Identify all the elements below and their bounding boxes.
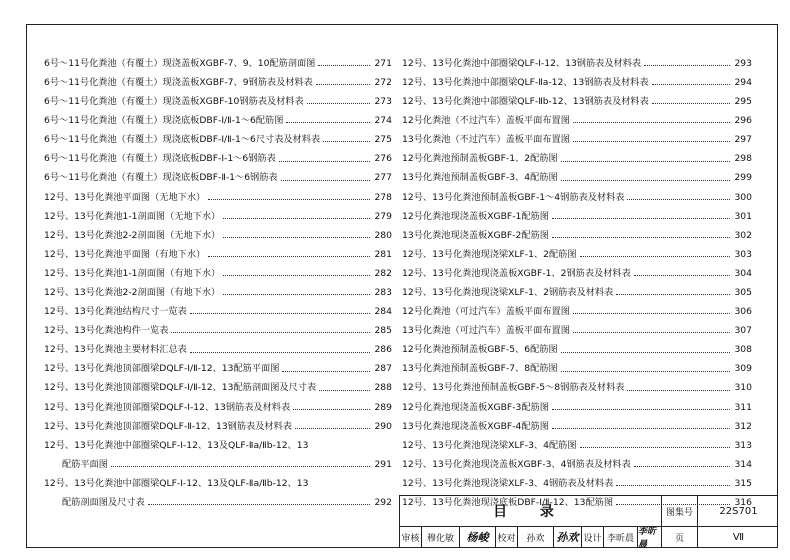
toc-leader-dots	[644, 65, 730, 66]
toc-entry	[402, 106, 752, 125]
toc-entry	[44, 431, 392, 450]
toc-entry-page: 283	[374, 287, 392, 298]
toc-entry-title: 12号、13号化粪池中部圈梁QLF-Ⅱa-12、13钢筋表及材料表	[402, 76, 649, 88]
toc-leader-dots	[616, 485, 730, 486]
toc-entry-title: 12号、13号化粪池2-2剖面图（无地下水）	[44, 229, 221, 240]
atlas-number-label: 图集号	[662, 496, 698, 526]
toc-entry-page: 299	[734, 172, 752, 183]
toc-entry-title: 12号、13号化粪池中部圈梁QLF-Ⅰ-12、13及QLF-Ⅱa/Ⅱb-12、13	[44, 439, 309, 450]
toc-leader-dots	[286, 122, 370, 123]
toc-leader-dots	[552, 237, 730, 238]
toc-leader-dots	[616, 294, 730, 295]
toc-entry	[44, 202, 392, 221]
toc-entry	[402, 374, 752, 393]
toc-entry	[402, 297, 752, 316]
toc-entry-title: 12号化粪池预制盖板GBF-5、6配筋图	[402, 344, 558, 355]
title-block-bottom-row	[400, 526, 778, 548]
toc-entry	[44, 469, 392, 488]
toc-leader-dots	[148, 504, 370, 505]
toc-leader-dots	[316, 84, 370, 85]
toc-entry	[402, 68, 752, 87]
toc-leader-dots	[190, 352, 370, 353]
toc-entry-title: 6号～11号化粪池（有覆土）现浇盖板XGBF-7、9、10配筋剖面图	[44, 57, 316, 69]
toc-entry-title: 12号化粪池（不过汽车）盖板平面布置图	[402, 115, 570, 126]
toc-entry	[402, 87, 752, 106]
page-title: 目 录	[400, 496, 662, 526]
toc-leader-dots	[208, 199, 370, 200]
toc-entry-title: 12号、13号化粪池1-1剖面图（有地下水）	[44, 267, 221, 279]
toc-leader-dots	[573, 313, 730, 314]
toc-entry-page: 272	[374, 76, 392, 88]
toc-entry-page: 284	[374, 306, 392, 317]
toc-entry-page: 276	[374, 153, 392, 164]
toc-entry	[402, 125, 752, 144]
toc-entry-page: 308	[734, 344, 752, 355]
toc-entry-page: 313	[734, 439, 752, 450]
toc-entry-title: 12号、13号化粪池顶部圈梁DQLF-Ⅱ-12、13钢筋表及材料表	[44, 420, 292, 431]
toc-entry-title: 12号、13号化粪池现浇梁XLF-3、4配筋图	[402, 439, 577, 450]
toc-entry	[44, 49, 392, 68]
toc-entry-page: 279	[374, 210, 392, 221]
toc-entry	[44, 87, 392, 106]
toc-entry-title: 12号化粪池预制盖板GBF-1、2配筋图	[402, 153, 558, 164]
review-label: 审核	[400, 526, 422, 548]
toc-entry-title: 12号化粪池现浇盖板XGBF-3配筋图	[402, 401, 549, 412]
toc-entry-page: 301	[734, 210, 752, 221]
toc-entry-title: 12号、13号化粪池现浇底板DBF-Ⅰ/Ⅱ-12、13配筋图	[402, 497, 614, 508]
toc-entry-title: 12号、13号化粪池平面图（有地下水）	[44, 248, 206, 260]
toc-entry-page: 289	[374, 401, 392, 412]
toc-entry-title: 13号化粪池现浇盖板XGBF-2配筋图	[402, 229, 549, 240]
toc-leader-dots	[627, 390, 730, 391]
toc-entry	[402, 202, 752, 221]
atlas-number: 22S701	[719, 505, 758, 517]
toc-entry-title: 6号～11号化粪池（有覆土）现浇底板DBF-Ⅰ-1～6钢筋表	[44, 153, 276, 164]
toc-entry-title: 12号、13号化粪池预制盖板GBF-1～4钢筋表及材料表	[402, 191, 625, 202]
toc-entry-page: 297	[734, 134, 752, 145]
toc-leader-dots	[318, 65, 370, 66]
toc-entry-page: 311	[734, 401, 752, 412]
toc-entry	[402, 144, 752, 163]
toc-leader-dots	[552, 409, 730, 410]
toc-entry-title: 配筋剖面图及尺寸表	[62, 497, 145, 508]
checker-name: 孙欢	[518, 526, 554, 548]
toc-entry	[402, 316, 752, 335]
toc-leader-dots	[190, 313, 370, 314]
toc-leader-dots	[111, 466, 370, 467]
check-label: 校对	[496, 526, 518, 548]
toc-left-column	[44, 49, 392, 507]
toc-entry-page: 290	[374, 420, 392, 431]
toc-entry-title: 13号化粪池预制盖板GBF-7、8配筋图	[402, 363, 558, 374]
toc-entry-page: 292	[374, 497, 392, 508]
toc-entry	[44, 335, 392, 354]
toc-leader-dots	[223, 237, 370, 238]
toc-entry-title: 12号化粪池（可过汽车）盖板平面布置图	[402, 306, 570, 317]
toc-leader-dots	[580, 447, 730, 448]
toc-entry-page: 285	[374, 325, 392, 336]
toc-entry-page: 277	[374, 172, 392, 183]
toc-entry	[402, 393, 752, 412]
page-number: Ⅶ	[732, 531, 745, 543]
toc-entry	[44, 144, 392, 163]
toc-entry-title: 配筋平面图	[62, 458, 108, 470]
toc-entry-page: 294	[734, 76, 752, 88]
toc-entry	[44, 221, 392, 240]
title-block-top-row	[400, 496, 778, 527]
toc-entry-page: 275	[374, 134, 392, 145]
toc-entry-title: 12号、13号化粪池现浇梁XLF-1、2配筋图	[402, 248, 577, 260]
toc-leader-dots	[573, 332, 730, 333]
toc-entry-title: 12号、13号化粪池中部圈梁QLF-Ⅱb-12、13钢筋表及材料表	[402, 96, 649, 107]
toc-entry	[402, 278, 752, 297]
toc-leader-dots	[561, 161, 730, 162]
designer-signature: 李昕晨	[638, 526, 662, 548]
toc-entry	[402, 431, 752, 450]
toc-entry-page: 306	[734, 306, 752, 317]
toc-leader-dots	[573, 141, 730, 142]
toc-entry-page: 314	[734, 458, 752, 470]
toc-leader-dots	[295, 428, 370, 429]
toc-entry-title: 13号化粪池现浇盖板XGBF-4配筋图	[402, 420, 549, 431]
toc-entry	[402, 355, 752, 374]
toc-entry	[44, 297, 392, 316]
toc-entry-page: 287	[374, 363, 392, 374]
toc-leader-dots	[634, 275, 730, 276]
designer-name: 李昕晨	[604, 526, 638, 548]
toc-entry-page: 302	[734, 229, 752, 240]
toc-entry	[44, 164, 392, 183]
toc-entry-page: 295	[734, 96, 752, 107]
toc-entry-page: 291	[374, 458, 392, 470]
toc-entry-page: 312	[734, 420, 752, 431]
toc-leader-dots	[561, 371, 730, 372]
toc-entry-title: 12号、13号化粪池顶部圈梁DQLF-Ⅰ-12、13钢筋表及材料表	[44, 401, 291, 412]
toc-right-column	[402, 49, 752, 507]
checker-signature: 孙欢	[554, 526, 582, 548]
toc-entry	[44, 106, 392, 125]
toc-entry-title: 12号、13号化粪池主要材料汇总表	[44, 344, 187, 355]
toc-entry-title: 12号、13号化粪池中部圈梁QLF-Ⅰ-12、13钢筋表及材料表	[402, 57, 642, 69]
toc-leader-dots	[282, 371, 370, 372]
toc-entry-title: 6号～11号化粪池（有覆土）现浇底板DBF-Ⅱ-1～6钢筋表	[44, 172, 278, 183]
toc-leader-dots	[652, 84, 730, 85]
toc-entry	[402, 412, 752, 431]
toc-entry-page: 310	[734, 382, 752, 393]
toc-entry	[44, 183, 392, 202]
toc-entry-page: 305	[734, 287, 752, 298]
toc-entry-title: 13号化粪池（可过汽车）盖板平面布置图	[402, 325, 570, 336]
toc-entry-title: 6号～11号化粪池（有覆土）现浇底板DBF-Ⅰ/Ⅱ-1～6配筋图	[44, 115, 284, 126]
toc-entry	[44, 355, 392, 374]
reviewer-name: 穆化敏	[422, 526, 460, 548]
toc-entry-page: 296	[734, 115, 752, 126]
toc-entry	[402, 469, 752, 488]
toc-entry-page: 274	[374, 115, 392, 126]
toc-leader-dots	[281, 180, 370, 181]
toc-entry-page: 278	[374, 191, 392, 202]
title-block	[399, 495, 778, 548]
toc-entry	[44, 374, 392, 393]
toc-entry-page: 303	[734, 248, 752, 260]
toc-entry	[44, 259, 392, 278]
toc-entry-title: 12号、13号化粪池顶部圈梁DQLF-Ⅰ/Ⅱ-12、13配筋剖面图及尺寸表	[44, 382, 317, 393]
toc-entry-title: 13号化粪池预制盖板GBF-3、4配筋图	[402, 172, 558, 183]
toc-leader-dots	[573, 122, 730, 123]
toc-leader-dots	[319, 390, 370, 391]
toc-entry-title: 12号化粪池现浇盖板XGBF-1配筋图	[402, 210, 549, 221]
toc-entry	[402, 221, 752, 240]
toc-leader-dots	[307, 103, 370, 104]
toc-entry-title: 12号、13号化粪池1-1剖面图（无地下水）	[44, 210, 221, 221]
toc-leader-dots	[223, 218, 370, 219]
toc-entry-page: 280	[374, 229, 392, 240]
toc-entry	[402, 164, 752, 183]
toc-leader-dots	[208, 256, 370, 257]
page-label: 页	[662, 526, 698, 548]
toc-leader-dots	[552, 218, 730, 219]
toc-entry-page: 300	[734, 191, 752, 202]
toc-entry-title: 12号、13号化粪池构件一览表	[44, 325, 169, 336]
toc-leader-dots	[223, 275, 370, 276]
toc-entry-title: 13号化粪池（不过汽车）盖板平面布置图	[402, 134, 570, 145]
toc-leader-dots	[580, 256, 730, 257]
toc-entry-page: 304	[734, 267, 752, 279]
toc-entry-title: 6号～11号化粪池（有覆土）现浇盖板XGBF-10钢筋表及材料表	[44, 96, 304, 107]
toc-entry-title: 12号、13号化粪池顶部圈梁DQLF-Ⅰ/Ⅱ-12、13配筋平面图	[44, 363, 280, 374]
toc-entry	[402, 240, 752, 259]
toc-leader-dots	[323, 141, 370, 142]
toc-entry-page: 288	[374, 382, 392, 393]
toc-entry-page: 309	[734, 363, 752, 374]
toc-entry	[44, 278, 392, 297]
toc-entry	[44, 412, 392, 431]
toc-entry	[402, 450, 752, 469]
toc-entry-page: 293	[734, 57, 752, 69]
toc-entry-title: 12号、13号化粪池平面图（无地下水）	[44, 191, 206, 202]
toc-leader-dots	[652, 103, 730, 104]
toc-entry-title: 6号～11号化粪池（有覆土）现浇底板DBF-Ⅰ/Ⅱ-1～6尺寸表及材料表	[44, 134, 321, 145]
toc-entry-page: 282	[374, 267, 392, 279]
toc-leader-dots	[561, 180, 730, 181]
toc-entry-page: 298	[734, 153, 752, 164]
toc-entry-title: 12号、13号化粪池现浇盖板XGBF-1、2钢筋表及材料表	[402, 267, 631, 279]
reviewer-signature: 杨峻	[460, 526, 496, 548]
toc-entry-page: 286	[374, 344, 392, 355]
toc-leader-dots	[634, 466, 730, 467]
toc-entry	[44, 316, 392, 335]
toc-entry	[44, 125, 392, 144]
toc-entry	[402, 259, 752, 278]
toc-entry	[402, 49, 752, 68]
toc-entry	[44, 488, 392, 507]
toc-entry-page: 307	[734, 325, 752, 336]
toc-entry-title: 12号、13号化粪池现浇盖板XGBF-3、4钢筋表及材料表	[402, 458, 631, 470]
toc-entry-page: 281	[374, 248, 392, 260]
toc-entry-title: 6号～11号化粪池（有覆土）现浇盖板XGBF-7、9钢筋表及材料表	[44, 76, 313, 88]
toc-entry-page: 271	[374, 57, 392, 69]
toc-leader-dots	[561, 352, 730, 353]
toc-entry	[402, 183, 752, 202]
toc-leader-dots	[171, 332, 370, 333]
toc-entry	[44, 393, 392, 412]
toc-entry-page: 273	[374, 96, 392, 107]
toc-entry	[402, 335, 752, 354]
toc-entry-title: 12号、13号化粪池现浇梁XLF-3、4钢筋表及材料表	[402, 477, 614, 489]
toc-leader-dots	[223, 294, 370, 295]
toc-leader-dots	[627, 199, 730, 200]
toc-entry	[44, 68, 392, 87]
toc-entry-page: 315	[734, 477, 752, 489]
toc-entry	[44, 450, 392, 469]
toc-entry-title: 12号、13号化粪池2-2剖面图（有地下水）	[44, 287, 221, 298]
toc-entry	[44, 240, 392, 259]
design-label: 设计	[582, 526, 604, 548]
toc-entry-title: 12号、13号化粪池中部圈梁QLF-Ⅰ-12、13及QLF-Ⅱa/Ⅱb-12、13	[44, 477, 309, 489]
toc-leader-dots	[279, 161, 370, 162]
toc-entry-title: 12号、13号化粪池现浇梁XLF-1、2钢筋表及材料表	[402, 287, 614, 298]
toc-entry-page: 316	[734, 497, 752, 508]
toc-leader-dots	[552, 428, 730, 429]
toc-entry-title: 12号、13号化粪池预制盖板GBF-5～8钢筋表及材料表	[402, 382, 625, 393]
toc-leader-dots	[293, 409, 370, 410]
toc-entry-title: 12号、13号化粪池结构尺寸一览表	[44, 306, 187, 317]
